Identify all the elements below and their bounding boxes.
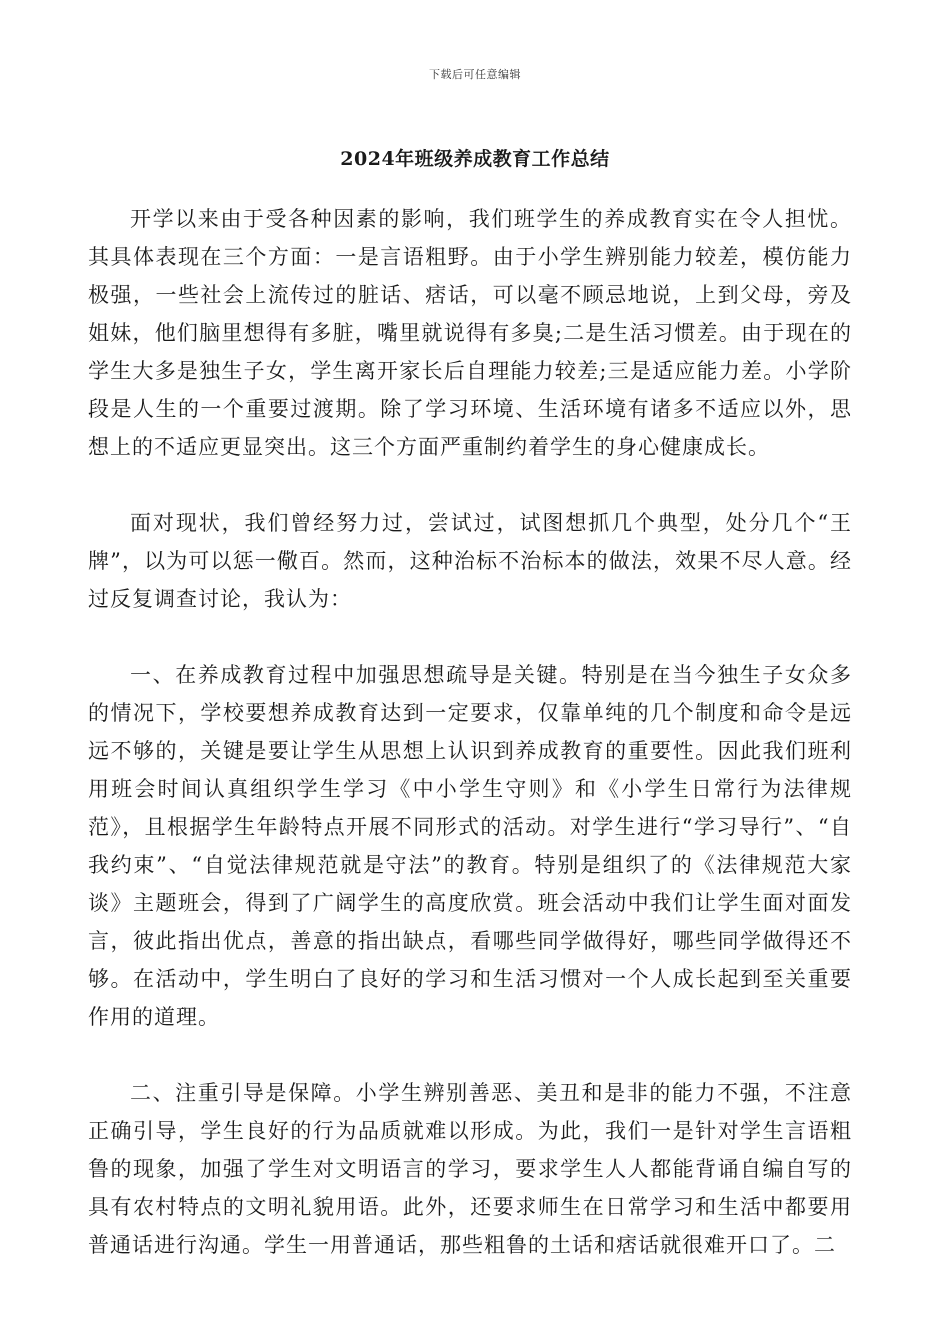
document-title: 2024年班级养成教育工作总结 xyxy=(340,148,610,170)
header-note: 下载后可任意编辑 xyxy=(429,68,521,81)
paragraph-point-one: 一、在养成教育过程中加强思想疏导是关键。特别是在当今独生子女众多的情况下，学校要想养成教育达到一定要求，仅靠单纯的几个制度和命令是远远不够的，关键是要让学生从思想上认识到养成教育的重要性。因此我们班利用班会时间认真组织学生学习《中小学生守则》和《小学生日常行为法律规范》，且根据学生年龄特点开展不同形式的活动。对学生进行“学习导行”、“自我约束”、“自觉法律规范就是守法”的教育。特别是组织了的《法律规范大家谈》主题班会，得到了广阔学生的高度欣赏。班会活动中我们让学生面对面发言，彼此指出优点，善意的指出缺点，看哪些同学做得好，哪些同学做得还不够。在活动中，学生明白了良好的学习和生活习惯对一个人成长起到至关重要作用的道理。 xyxy=(88,663,852,1029)
paragraph-current-situation: 面对现状，我们曾经努力过，尝试过，试图想抓几个典型，处分几个“王牌”，以为可以惩一儆百。然而，这种治标不治标本的做法，效果不尽人意。经过反复调查讨论，我认为： xyxy=(88,511,852,611)
paragraph-intro: 开学以来由于受各种因素的影响，我们班学生的养成教育实在令人担忧。其具体表现在三个方面：一是言语粗野。由于小学生辨别能力较差，模仿能力极强，一些社会上流传过的脏话、痞话，可以毫不顾忌地说，上到父母，旁及姐妹，他们脑里想得有多脏，嘴里就说得有多臭;二是生活习惯差。由于现在的学生大多是独生子女，学生离开家长后自理能力较差;三是适应能力差。小学阶段是人生的一个重要过渡期。除了学习环境、生活环境有诸多不适应以外，思想上的不适应更显突出。这三个方面严重制约着学生的身心健康成长。 xyxy=(88,207,852,459)
document-body xyxy=(88,200,852,1264)
paragraph-point-two: 二、注重引导是保障。小学生辨别善恶、美丑和是非的能力不强，不注意正确引导，学生良好的行为品质就难以形成。为此，我们一是针对学生言语粗鲁的现象，加强了学生对文明语言的学习，要求学生人人都能背诵自编自写的具有农村特点的文明礼貌用语。此外，还要求师生在日常学习和生活中都要用普通话进行沟通。学生一用普通话，那些粗鲁的土话和痞话就很难开口了。二 xyxy=(88,1081,852,1257)
